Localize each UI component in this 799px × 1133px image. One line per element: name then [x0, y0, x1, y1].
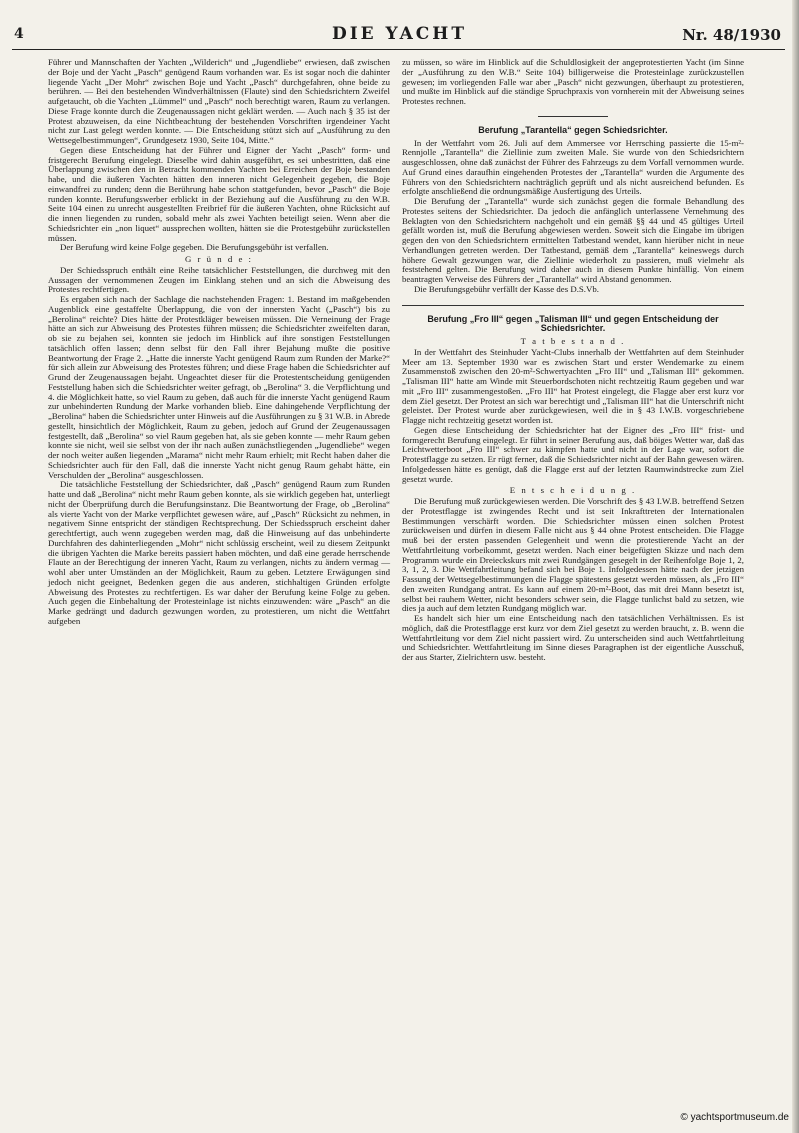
paragraph: In der Wettfahrt des Steinhuder Yacht-Clubs innerhalb der Wettfahrten auf dem Steinhuder Meer am 13. September 1930 war es zwischen Start und erster Wendemarke zu einem Zusammenstoß zwischen den 20-m²-Schwertyachten „Fro III“ und „Talisman III“ gekommen. „Talisman III“ hatte am Winde mit Steuerbordschoten nicht rechtzeitig Raum gegeben und war mit „Fro III“ zusammengestoßen. „Fro III“ hat Protest eingelegt, die Flagge aber erst kurz vor dem Ziel gesetzt. Der Protest an sich war berechtigt und „Talisman III“ hat die Unterschrift nicht geleistet. Der Protest wurde aber zurückgewiesen, weil die in § 43 I.W.B. vorgeschriebene Flagge nicht rechtzeitig gesetzt worden ist. [402, 346, 744, 425]
right-column [402, 58, 744, 663]
entscheidung-heading: E n t s c h e i d u n g . [509, 485, 637, 496]
paragraph: Der Berufung wird keine Folge gegeben. Die Berufungsgebühr ist verfallen. [60, 242, 329, 253]
header-rule [12, 49, 785, 50]
paragraph: Die Berufungsgebühr verfällt der Kasse des D.S.Vb. [414, 283, 599, 294]
paragraph: Die tatsächliche Feststellung der Schiedsrichter, daß „Pasch“ genügend Raum zum Runden hatte und daß „Berolina“ nicht mehr Raum geben konnte, als sie wirklich gegeben hat, unterliegt nicht der Überprüfung durch die Berufungsinstanz. Die Beantwortung der Frage, ob „Berolina“ als vierte Yacht von der Marke verpflichtet gewesen wäre, auf „Pasch“ Rücksicht zu nehmen, in negativem Sinne entspricht der ständigen Rechtsprechung. Der Schiedsspruch erscheint daher gerechtfertigt, auch wenn zugegeben werden mag, daß die Hinweisung auf das unbehinderte Durchfahren des dahinterliegenden „Mohr“ nicht schlüssig erscheint, weil zu diesem Zeitpunkt die übrigen Yachten die Marke bereits passiert haben möchten, und daß eine gerade herrschende Flaute an der Berechtigung der inneren Yacht, Raum zu verlangen, nichts zu ändern vermag — wohl aber unter Umständen an der Möglichkeit, Raum zu geben. Letztere Erwägungen sind jedoch nicht geeignet, Bedenken gegen die aus anderen, stichhaltigen Gründen erfolgte Abweisung des Protestes zu rechtfertigen. Es war daher der Berufung keine Folge zu geben. Auch gegen die Einbehaltung der Protesteinlage ist nichts einzuwenden: wäre „Pasch“ an die Marke gedrängt und dadurch gezwungen worden, zu protestieren, um nicht die Wettfahrt aufgeben [48, 479, 390, 626]
magazine-title: DIE YACHT [331, 24, 468, 44]
paragraph: Es ergaben sich nach der Sachlage die nachstehenden Fragen: 1. Bestand im maßgebenden Augenblick eine gestaffelte Überlappung, die von der innersten Yacht („Pasch“) bis zu „Berolina“ reichte? Dies hätte der Protestkläger beweisen müssen. Die Verneinung der Frage hätte an sich zur Abweisung des Protestes führen müssen; die Schiedsrichter zweifelten daran, ob sie zu bejahen sei, konnten sie jedoch im Hinblick auf ihre sonstigen Feststellungen tatsächlich offen lassen; denn selbst für den Fall ihrer Bejahung mußte die positive Beantwortung der Frage 2. „Hatte die innerste Yacht genügend Raum zum Runden der Marke?“ für sich allein zur Abweisung des Protestes führen; und diese Frage haben die Schiedsrichter auf Grund der Zeugenaussagen bejaht. Ungeachtet dieser für die Protestentscheidung genügenden Feststellung haben sich die Schiedsrichter weiter gefragt, ob „Berolina“ 3. die Verpflichtung und 4. die Möglichkeit hatte, so viel Raum zu geben, daß auch für die innerste Yacht genügend Raum zur unbehinderten Rundung der Marke vorhanden blieb. Eine dahingehende Verpflichtung der „Berolina“ haben die Schiedsrichter unter Hinweis auf die Ausführungen zu § 31 W.B. in Abrede gestellt, hinsichtlich der Möglichkeit, Raum zu geben, jedoch auf Grund der Zeugenaussagen festgestellt, daß „Berolina“ so viel Raum gegeben hat, als sie geben konnte — mehr Raum geben konnte sie nicht, weil sie selbst von der ihr nach außen zunächstliegenden „Jugendliebe“ wegen der noch weiter außen liegenden „Marama“ nicht mehr Raum erhielt; mit Recht haben daher die Schiedsrichter auch für den Fall, daß die innerste Yacht nicht genug Raum gehabt hätte, ein Verschulden der „Berolina“ ausgeschlossen. [48, 294, 390, 480]
left-column [48, 58, 390, 627]
paragraph: zu müssen, so wäre im Hinblick auf die Schuldlosigkeit der angeprotestierten Yacht (im Sinne der „Ausführung zu den W.B.“ Seite 104) billigerweise die Protesteinlage zurückzustellen gewesen; im vorliegenden Falle war aber „Pasch“ nicht gezwungen, überhaupt zu protestieren, und mußte im Hinblick auf die ständige Spruchpraxis von vornherein mit der Abweisung seines Protestes rechnen. [402, 57, 744, 106]
tatbestand-heading: T a t b e s t a n d . [520, 336, 626, 346]
paragraph: Die Berufung muß zurückgewiesen werden. Die Vorschrift des § 43 I.W.B. betreffend Setzen der Protestflagge ist zwingendes Recht und ist seit Inkrafttreten der Internationalen Bestimmungen verschärft worden. Die Schiedsrichter müssen einen solchen Protest zurückweisen und dürfen in diesem Falle nicht aus § 44 ohne Protest entscheiden. Die Flagge muß bei der ersten passenden Gelegenheit und wenn die protestierende Yacht an der Wettfahrtleitung vorbeikommt, gesetzt werden. Nach einer beigefügten Skizze und nach dem Programm wurde ein Dreieckskurs mit zwei Rundgängen gesegelt in der Reihenfolge Boje 1, 2, 3, 1, 2, 3. Die Wettfahrtleitung befand sich bei Boje 1. Infolgedessen hätte nach der jetzigen Fassung der Wettsegelbestimmungen die Flagge spätestens gesetzt werden müssen, als „Fro III“ den zweiten Rundgang antrat. Es kann auf einem 20-m²-Boot, das mit drei Mann besetzt ist, selbst bei rauhem Wetter, nicht besonders schwer sein, die Flagge tunlichst bald zu setzen, wie dies ja auch auf dem letzten Rundgang möglich war. [402, 496, 744, 614]
paragraph: Die Berufung der „Tarantella“ wurde sich zunächst gegen die formale Behandlung des Protestes seitens der Schiedsrichter. Da jedoch die anfänglich unterlassene Vernehmung des Beklagten von den Schiedsrichtern nachgeholt und ein gemäß §§ 44 und 45 gültiges Urteil gefällt worden ist, muß die Berufung abgewiesen werden. Soweit sich die Eingabe im übrigen gegen den von den Schiedsrichtern ermittelten Tatbestand wendet, kann hierüber nicht in neue Verhandlungen getreten werden. Der Tatbestand, gemäß dem „Tarantella“ keineswegs durch höhere Gewalt gezwungen war, die Ziellinie wiederholt zu passieren, muß vielmehr als feststehend gelten. Die Berufung wird daher auch in diesem Punkte hinfällig. Von einem beantragten Verweise des Führers der „Tarantella“ wird Abstand genommen. [402, 196, 744, 284]
paragraph: In der Wettfahrt vom 26. Juli auf dem Ammersee vor Herrsching passierte die 15-m²-Rennjolle „Tarantella“ die Ziellinie zum zweiten Male. Sie wurde von den Schiedsrichtern ausgeschlossen, ohne daß zunächst der Führer des Fahrzeugs zu dem Vorfall vernommen wurde. Auf Grund eines daraufhin eingehenden Protestes der „Tarantella“ wurden die Argumente des Führers von den Schiedsrichtern nachträglich geprüft und als nicht ausreichend befunden. Es erfolgte anschließend die ordnungsmäßige Ausfertigung des Urteils. [402, 137, 744, 197]
section-divider [538, 116, 608, 117]
paragraph: Gegen diese Entscheidung der Schiedsrichter hat der Eigner des „Fro III“ frist- und formgerecht Berufung eingelegt. Er führt in seiner Berufung aus, daß böiges Wetter war, daß das Leichtwetterboot „Fro III“ schwer zu kämpfen hatte und nicht in der Lage war, sofort die Protestflagge zu setzen. Er rügt ferner, daß die Schiedsrichter nicht auf der Bahn gewesen wären. Infolgedessen hätte es genügt, daß die Flagge erst auf der letzten Raumwindstrecke zum Ziel gesetzt wurde. [402, 424, 744, 484]
watermark: © yachtsportmuseum.de [680, 1112, 789, 1123]
paragraph: Gegen diese Entscheidung hat der Führer und Eigner der Yacht „Pasch“ form- und fristgerecht Berufung eingelegt. Dieselbe wird dahin ausgeführt, es sei unbestritten, daß eine Überlappung zwischen den in Betracht kommenden Yachten bei Erreichen der Boje bestanden habe, und die äußeren Yachten hätten den inneren nicht Gelegenheit gegeben, die Boje einwandfrei zu runden; denn die Berührung habe schon stattgefunden, bevor „Pasch“ die Boje runden konnte. Berufungswerber erblickt in der Beziehung auf die Ausführung zu den W.B. Seite 104 einen zu unrecht ausgestellten Freibrief für die äußeren Yachten, ohne Rücksicht auf die innen liegenden zu runden, sobald mehr als zwei Yachten beteiligt seien. Wenn aber die Schiedsrichter ein „non liquet“ aussprechen wollten, hätten sie die Protestgebühr zurückstellen müssen. [48, 144, 390, 243]
fro-heading: Berufung „Fro III“ gegen „Talisman III“ und gegen Entscheidung der Schiedsrichter. [427, 313, 719, 334]
page-number: 4 [14, 26, 24, 42]
tarantella-heading: Berufung „Tarantella“ gegen Schiedsrichter. [478, 124, 668, 135]
gruende-heading: G r ü n d e : [184, 254, 254, 264]
section-divider [402, 305, 744, 306]
scan-edge [792, 0, 799, 1133]
paragraph: Führer und Mannschaften der Yachten „Wilderich“ und „Jugendliebe“ erwiesen, daß zwischen der Boje und der Yacht „Pasch“ genügend Raum vorhanden war. Es ist sogar noch die dahinter liegende Yacht „Der Mohr“ zwischen Boje und Yacht „Pasch“ durchgefahren, ohne beide zu berühren. — Bei den bestehenden Windverhältnissen (Flaute) sind den Schiedsrichtern Zweifel aufgetaucht, ob die Yachten „Lümmel“ und „Pasch“ noch berechtigt waren, Raum zu verlangen. Diese Frage konnte durch die Zeugenaussagen nicht geklärt werden. — Auch nach § 35 ist der Protest abzuweisen, da eine Nichtbeachtung der bestehenden Vorschriften irgendeiner Yacht nicht zur Last gelegt werden konnte. — Die Entscheidung stützt sich auf „Ausführung zu den Wettsegelbestimmungen“, Grundgesetz 1930, Seite 104, Mitte.“ [48, 57, 390, 145]
issue-number: Nr. 48/1930 [682, 26, 781, 44]
paragraph: Der Schiedsspruch enthält eine Reihe tatsächlicher Feststellungen, die durchweg mit den Aussagen der vernommenen Zeugen im Einklang stehen und an sich die Abweisung des Protestes rechtfertigen. [48, 264, 390, 295]
paragraph: Es handelt sich hier um eine Entscheidung nach den tatsächlichen Verhältnissen. Es ist möglich, daß die Protestflagge erst kurz vor dem Ziel gesetzt zu werden braucht, z. B. wenn die Wettfahrtleitung vor dem Ziel nicht passiert wird. Zu unterscheiden sind auch Wettfahrtleitung und Schiedsrichter. Wettfahrtleitung im Sinne dieses Paragraphen ist der eigentliche Ausschuß, der aus Starter, Zielrichtern usw. besteht. [402, 613, 744, 662]
